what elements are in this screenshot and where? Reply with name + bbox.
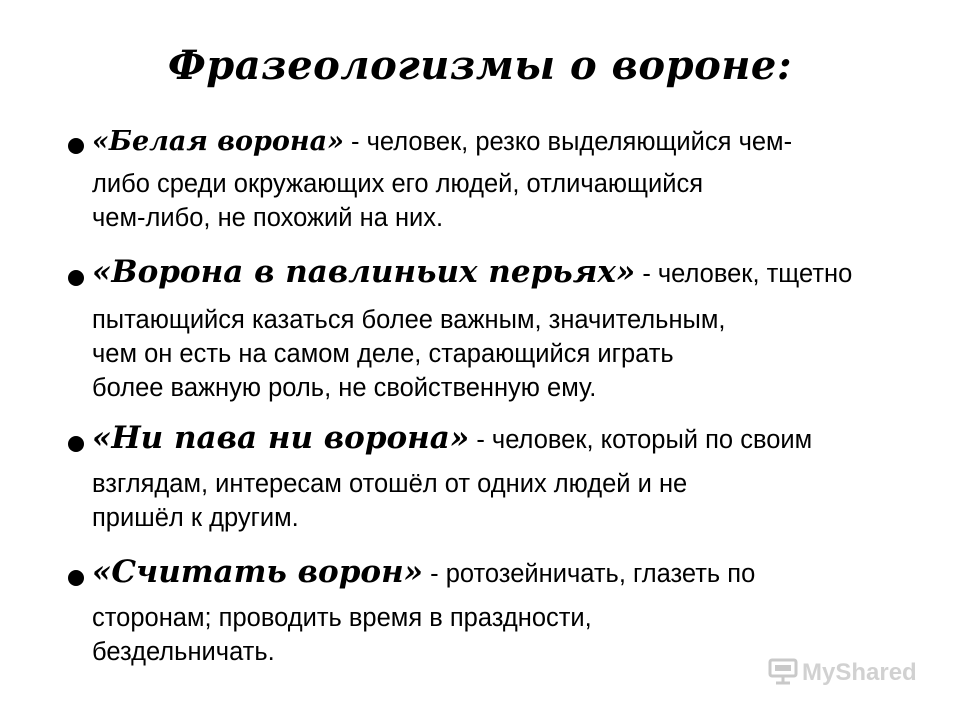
phrase-definition-start: - человек, резко выделяющийся чем- bbox=[343, 128, 793, 156]
page-title: Фразеологизмы о вороне: bbox=[167, 42, 793, 89]
phrase-term: «Белая ворона» bbox=[92, 126, 344, 157]
definition-line: бездельничать. bbox=[92, 638, 275, 666]
bullet-icon bbox=[68, 570, 84, 586]
definition-line: пытающийся казаться более важным, значительным, bbox=[92, 306, 726, 334]
definition-line: взглядам, интересам отошёл от одних людей и не bbox=[92, 470, 688, 498]
phrase-definition-start: - человек, который по своим bbox=[469, 426, 813, 454]
definition-line: пришёл к другим. bbox=[92, 504, 299, 532]
phrase-definition-start: - человек, тщетно bbox=[635, 260, 853, 288]
definition-line: чем-либо, не похожий на них. bbox=[92, 204, 444, 232]
bullet-icon bbox=[68, 436, 84, 452]
definition-line: более важную роль, не свойственную ему. bbox=[92, 374, 597, 402]
watermark bbox=[768, 658, 917, 688]
phrase-term: «Считать ворон» bbox=[92, 554, 424, 590]
presentation-screen-icon bbox=[768, 657, 798, 690]
bullet-icon bbox=[68, 270, 84, 286]
definition-line: сторонам; проводить время в праздности, bbox=[92, 604, 592, 632]
phrase-definition-start: - ротозейничать, глазеть по bbox=[423, 560, 756, 588]
definition-line: либо среди окружающих его людей, отличающийся bbox=[92, 170, 704, 198]
definition-line: чем он есть на самом деле, старающийся играть bbox=[92, 340, 674, 368]
watermark-text: MyShared bbox=[802, 659, 917, 686]
bullet-icon bbox=[68, 138, 84, 154]
phrase-term: «Ворона в павлиньих перьях» bbox=[92, 254, 636, 290]
phrase-term: «Ни пава ни ворона» bbox=[92, 420, 470, 456]
